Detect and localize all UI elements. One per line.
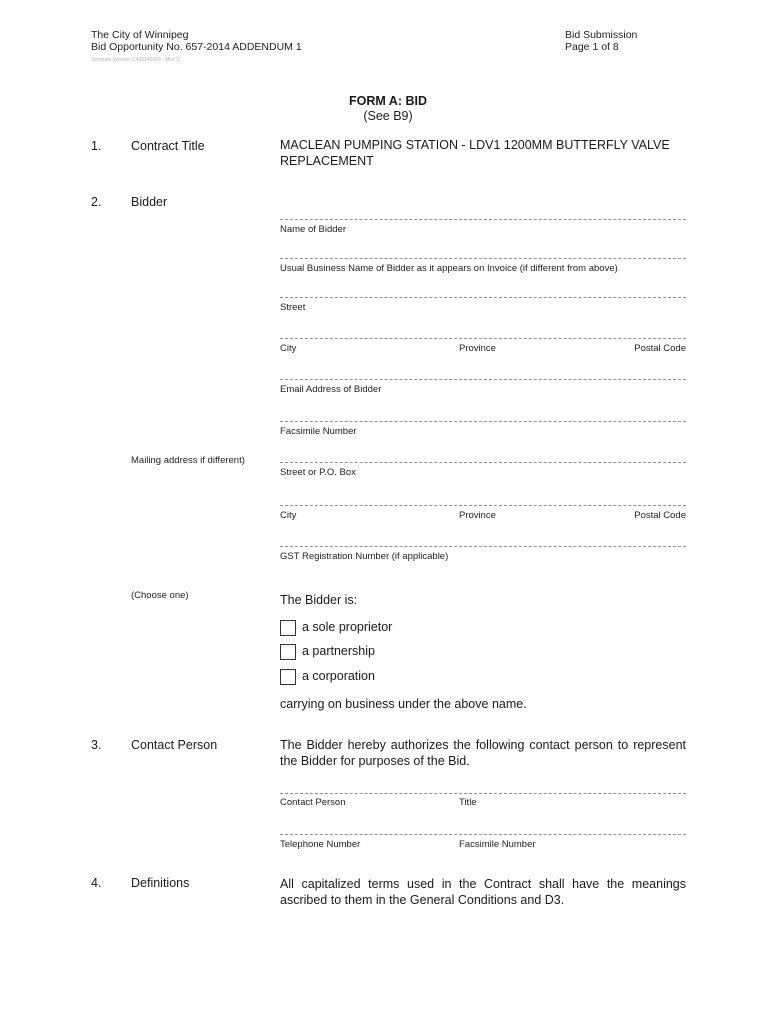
corporation-checkbox[interactable] [280, 669, 296, 685]
contact-title-label: Title [459, 797, 477, 808]
section-1-number: 1. [91, 139, 102, 153]
sole-proprietor-checkbox[interactable] [280, 620, 296, 636]
sole-proprietor-label: a sole proprietor [302, 620, 393, 634]
carrying-on-business-text: carrying on business under the above name. [280, 697, 527, 711]
fax-line[interactable] [280, 421, 686, 422]
telephone-number-label: Telephone Number [280, 839, 361, 850]
header-bid-opportunity: Bid Opportunity No. 657-2014 ADDENDUM 1 [91, 41, 302, 53]
section-3-label: Contact Person [131, 738, 218, 752]
section-2-label: Bidder [131, 195, 168, 209]
header-bid-submission: Bid Submission [565, 29, 638, 41]
mailing-address-note: Mailing address if different) [131, 455, 245, 466]
form-title: FORM A: BID [349, 94, 427, 108]
partnership-checkbox[interactable] [280, 644, 296, 660]
business-name-label: Usual Business Name of Bidder as it appears on Invoice (if different from above) [280, 263, 618, 274]
contract-title-line2: REPLACEMENT [280, 154, 374, 168]
section-3-number: 3. [91, 738, 102, 752]
definitions-text: All capitalized terms used in the Contract shall have the meanings ascribed to them in the General Conditions and D3. [280, 877, 686, 907]
business-name-line[interactable] [280, 258, 686, 259]
province-label: Province [459, 343, 496, 354]
contact-phone-line[interactable] [280, 834, 686, 835]
mailing-city-label: City [280, 510, 297, 521]
mailing-postal-label: Postal Code [634, 510, 686, 521]
contract-title-line1: MACLEAN PUMPING STATION - LDV1 1200MM BUTTERFLY VALVE [280, 138, 670, 152]
form-subtitle: (See B9) [363, 109, 413, 123]
page-number: Page 1 of 8 [565, 41, 619, 53]
section-4-number: 4. [91, 876, 102, 890]
email-line[interactable] [280, 379, 686, 380]
contact-person-line[interactable] [280, 793, 686, 794]
template-version-note: Template Version: C420140303 - Misc C [91, 57, 181, 63]
gst-label: GST Registration Number (if applicable) [280, 551, 449, 562]
choose-one-note: (Choose one) [131, 590, 189, 601]
name-of-bidder-label: Name of Bidder [280, 224, 347, 235]
section-4-label: Definitions [131, 876, 190, 890]
mailing-city-line[interactable] [280, 505, 686, 506]
contact-person-label: Contact Person [280, 797, 346, 808]
section-1-label: Contract Title [131, 139, 205, 153]
corporation-label: a corporation [302, 669, 375, 683]
partnership-label: a partnership [302, 644, 375, 658]
name-of-bidder-line[interactable] [280, 219, 686, 220]
header-city: The City of Winnipeg [91, 29, 189, 41]
contact-fax-label: Facsimile Number [459, 839, 536, 850]
city-label: City [280, 343, 297, 354]
section-2-number: 2. [91, 195, 102, 209]
street-line[interactable] [280, 297, 686, 298]
street-po-line[interactable] [280, 462, 686, 463]
gst-line[interactable] [280, 546, 686, 547]
street-po-label: Street or P.O. Box [280, 467, 356, 478]
city-province-postal-line[interactable] [280, 338, 686, 339]
postal-code-label: Postal Code [634, 343, 686, 354]
street-label: Street [280, 302, 306, 313]
contact-authorization-text: The Bidder hereby authorizes the following contact person to represent the Bidder for purposes of the Bid. [280, 738, 686, 768]
bidder-is-text: The Bidder is: [280, 593, 358, 607]
fax-label: Facsimile Number [280, 426, 357, 437]
email-label: Email Address of Bidder [280, 384, 382, 395]
mailing-province-label: Province [459, 510, 496, 521]
